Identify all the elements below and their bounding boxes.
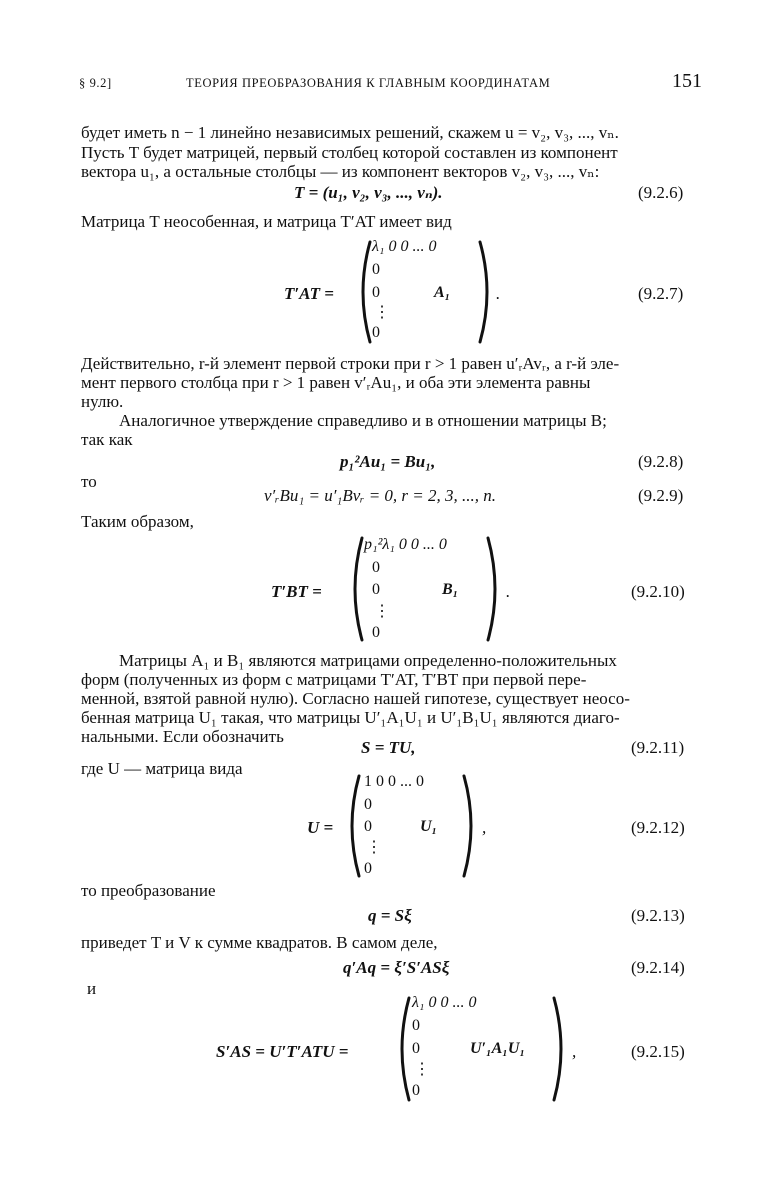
- equation-number: (9.2.7): [638, 284, 684, 303]
- vertical-dots: ⋮: [374, 603, 390, 620]
- left-paren: [343, 774, 361, 878]
- left-paren: [393, 996, 411, 1102]
- text-line: менной, взятой равной нулю). Согласно нашей гипотезе, существует неосо-: [81, 689, 630, 708]
- text-line: и: [87, 979, 97, 998]
- matrix-lhs: U =: [307, 818, 334, 837]
- text-line: будет иметь n − 1 линейно независимых решений, скажем u = v₂, v₃, ..., vₙ.: [81, 123, 619, 142]
- equation: T = (u₁, v₂, v₃, ..., vₙ).: [294, 183, 443, 202]
- text-line: нальными. Если обозначить: [81, 727, 284, 746]
- matrix-cell: 0: [372, 261, 380, 278]
- page-number: 151: [672, 70, 702, 92]
- equation-number: (9.2.6): [638, 183, 684, 202]
- text-line: то: [81, 472, 97, 491]
- matrix-lhs: S′AS = U′T′ATU =: [216, 1042, 349, 1061]
- equation-number: (9.2.14): [631, 958, 685, 977]
- matrix-cell: 0: [372, 324, 380, 341]
- text-line: то преобразование: [81, 881, 216, 900]
- punctuation: .: [506, 582, 511, 601]
- text-line: Действительно, r-й элемент первой строки при r > 1 равен u′ᵣAvᵣ, а r-й эле-: [81, 354, 620, 373]
- matrix-block: U₁: [420, 818, 438, 835]
- matrix-cell: 0: [372, 284, 380, 301]
- text-line: мент первого столбца при r > 1 равен v′ᵣAu₁, и оба эти элемента равны: [81, 373, 591, 392]
- punctuation: ,: [572, 1042, 577, 1061]
- matrix-cell: 0: [372, 624, 380, 641]
- equation-number: (9.2.13): [631, 906, 685, 925]
- text-line: нулю.: [81, 392, 124, 411]
- vertical-dots: ⋮: [374, 304, 390, 321]
- matrix-row: λ₁ 0 0 ... 0: [412, 994, 477, 1011]
- matrix-row: λ₁ 0 0 ... 0: [372, 238, 437, 255]
- matrix-block: U′₁A₁U₁: [470, 1040, 526, 1057]
- text-line: вектора u₁, а остальные столбцы — из компонент векторов v₂, v₃, ..., vₙ:: [81, 162, 600, 181]
- text-line: Матрица T неособенная, и матрица T′AT имеет вид: [81, 212, 452, 231]
- matrix-cell: 0: [412, 1040, 420, 1057]
- equation-number: (9.2.11): [631, 738, 685, 757]
- vertical-dots: ⋮: [366, 839, 382, 856]
- matrix-block: B₁: [442, 581, 459, 598]
- equation-number: (9.2.15): [631, 1042, 685, 1061]
- matrix-row: 1 0 0 ... 0: [364, 773, 424, 790]
- text-line: приведет T и V к сумме квадратов. В самом деле,: [81, 933, 438, 952]
- text-line: Пусть T будет матрицей, первый столбец которой составлен из компонент: [81, 143, 618, 162]
- punctuation: .: [496, 284, 501, 303]
- matrix-lhs: T′AT =: [284, 284, 334, 303]
- right-paren: [478, 240, 496, 344]
- running-title: ТЕОРИЯ ПРЕОБРАЗОВАНИЯ К ГЛАВНЫМ КООРДИНАТАМ: [186, 76, 551, 90]
- matrix-lhs: T′BT =: [271, 582, 322, 601]
- right-paren: [462, 774, 480, 878]
- text-line: Таким образом,: [81, 512, 194, 531]
- equation: q′Aq = ξ′S′ASξ: [343, 958, 450, 977]
- text-line: Матрицы A₁ и B₁ являются матрицами определенно-положительных: [119, 651, 617, 670]
- left-paren: [354, 240, 372, 344]
- equation: p₁²Au₁ = Bu₁,: [340, 452, 436, 471]
- matrix-block: A₁: [434, 284, 451, 301]
- matrix-cell: 0: [364, 860, 372, 877]
- equation-number: (9.2.9): [638, 486, 684, 505]
- matrix-row: p₁²λ₁ 0 0 ... 0: [364, 536, 447, 553]
- right-paren: [486, 536, 504, 642]
- equation: S = TU,: [361, 738, 416, 757]
- text-line: Аналогичное утверждение справедливо и в отношении матрицы B;: [119, 411, 607, 430]
- section-label: § 9.2]: [79, 76, 112, 90]
- vertical-dots: ⋮: [414, 1061, 430, 1078]
- equation: q = Sξ: [368, 906, 412, 925]
- text-line: бенная матрица U₁ такая, что матрицы U′₁A₁U₁ и U′₁B₁U₁ являются диаго-: [81, 708, 620, 727]
- equation-number: (9.2.12): [631, 818, 685, 837]
- left-paren: [346, 536, 364, 642]
- text-line: так как: [81, 430, 133, 449]
- matrix-cell: 0: [412, 1017, 420, 1034]
- text-line: форм (полученных из форм с матрицами T′AT, T′BT при первой пере-: [81, 670, 587, 689]
- matrix-cell: 0: [372, 581, 380, 598]
- punctuation: ,: [482, 818, 487, 837]
- matrix-cell: 0: [364, 818, 372, 835]
- matrix-cell: 0: [412, 1082, 420, 1099]
- equation: v′ᵣBu₁ = u′₁Bvᵣ = 0, r = 2, 3, ..., n.: [264, 486, 497, 505]
- matrix-cell: 0: [372, 559, 380, 576]
- equation-number: (9.2.10): [631, 582, 685, 601]
- matrix-cell: 0: [364, 796, 372, 813]
- text-line: где U — матрица вида: [81, 759, 243, 778]
- right-paren: [552, 996, 570, 1102]
- equation-number: (9.2.8): [638, 452, 684, 471]
